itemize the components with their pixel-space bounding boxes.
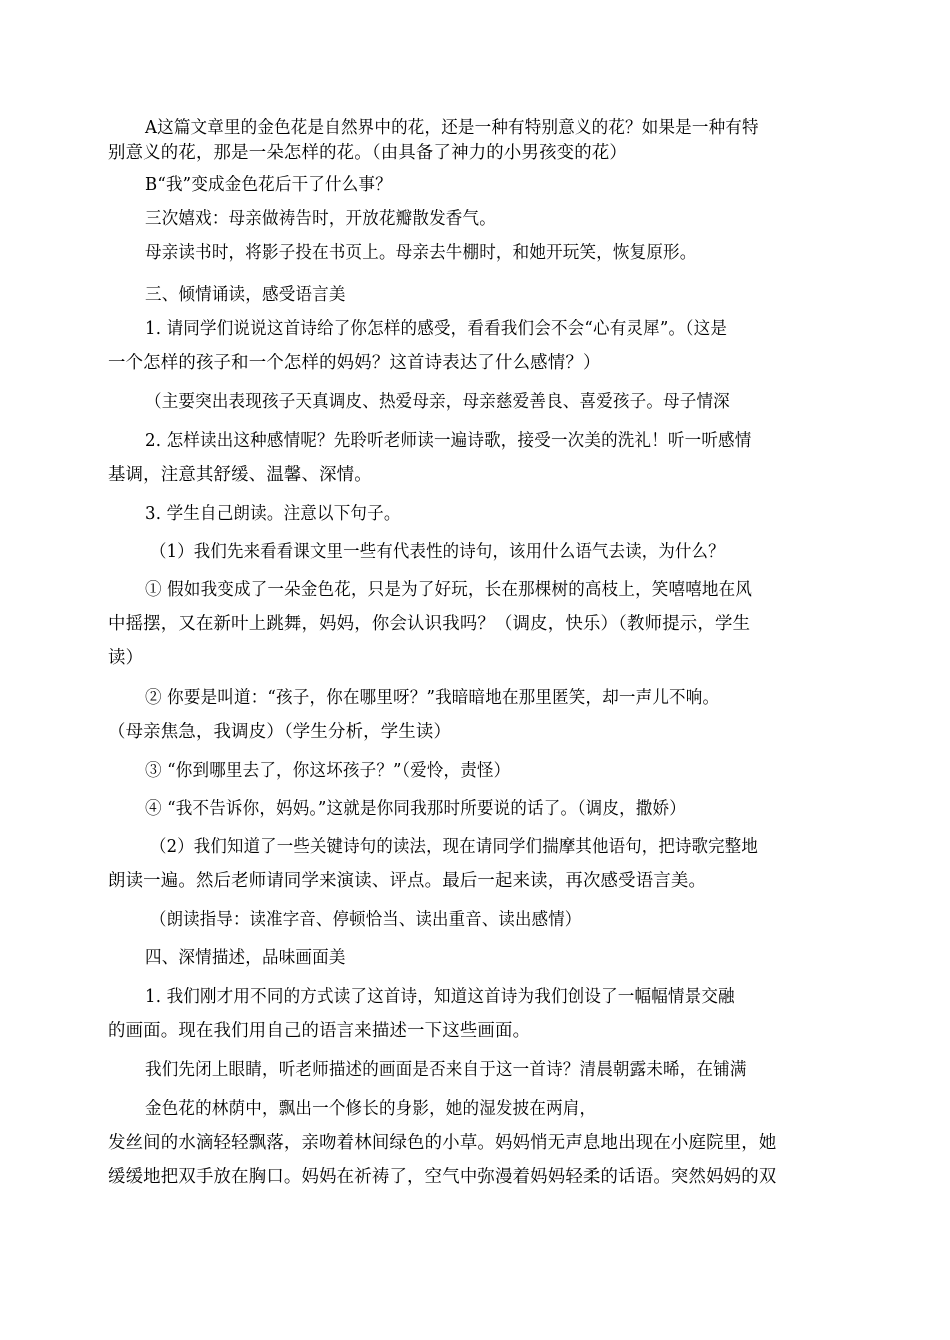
text-line: 的画面。现在我们用自己的语言来描述一下这些画面。: [108, 1021, 531, 1041]
text-line: （主要突出表现孩子天真调皮、热爱母亲，母亲慈爱善良、喜爱孩子。母子情深: [145, 392, 730, 412]
section-heading: 四、深情描述，品味画面美: [145, 948, 346, 968]
text-line: ② 你要是叫道：“孩子，你在哪里呀？”我暗暗地在那里匿笑，却一声儿不响。: [145, 688, 720, 708]
text-line: 2. 怎样读出这种感情呢？先聆听老师读一遍诗歌，接受一次美的洗礼！听一听感情: [145, 431, 752, 451]
text-line: （朗读指导：读准字音、停顿恰当、读出重音、读出感情）: [150, 910, 582, 930]
text-line: 一个怎样的孩子和一个怎样的妈妈？这首诗表达了什么感情？）: [108, 353, 601, 373]
text-line: 金色花的林荫中，飘出一个修长的身影，她的湿发披在两肩，: [145, 1099, 597, 1119]
text-line: 基调，注意其舒缓、温馨、深情。: [108, 465, 372, 485]
text-line: ④ “我不告诉你，妈妈。”这就是你同我那时所要说的话了。（调皮，撒娇）: [145, 799, 686, 819]
text-line: （1）我们先来看看课文里一些有代表性的诗句，该用什么语气去读，为什么？: [150, 542, 725, 562]
text-line: 缓缓地把双手放在胸口。妈妈在祈祷了，空气中弥漫着妈妈轻柔的话语。突然妈妈的双: [108, 1167, 777, 1187]
text-line: 读）: [108, 648, 144, 668]
text-line: 1. 我们刚才用不同的方式读了这首诗，知道这首诗为我们创设了一幅幅情景交融: [145, 987, 735, 1007]
text-line: ① 假如我变成了一朵金色花，只是为了好玩，长在那棵树的高枝上，笑嘻嘻地在风: [145, 580, 753, 600]
text-line: 1. 请同学们说说这首诗给了你怎样的感受，看看我们会不会“心有灵犀”。（这是: [145, 319, 728, 339]
text-line: （母亲焦急，我调皮）（学生分析，学生读）: [108, 722, 452, 742]
text-line: 中摇摆，又在新叶上跳舞，妈妈，你会认识我吗？（调皮，快乐）（教师提示，学生: [108, 614, 751, 634]
text-line: A这篇文章里的金色花是自然界中的花，还是一种有特别意义的花？如果是一种有特: [145, 118, 759, 138]
section-heading: 三、倾情诵读，感受语言美: [145, 285, 346, 305]
text-line: ③ “你到哪里去了，你这坏孩子？”（爱怜，责怪）: [145, 761, 511, 781]
text-line: 3. 学生自己朗读。注意以下句子。: [145, 504, 401, 524]
text-line: 我们先闭上眼睛，听老师描述的画面是否来自于这一首诗？清晨朝露未晞，在铺满: [145, 1060, 747, 1080]
text-line: 三次嬉戏：母亲做祷告时，开放花瓣散发香气。: [145, 209, 496, 229]
text-line: 别意义的花，那是一朵怎样的花。（由具备了神力的小男孩变的花）: [108, 143, 628, 163]
text-line: B“我”变成金色花后干了什么事？: [145, 175, 392, 195]
text-line: 朗读一遍。然后老师请同学来演读、评点。最后一起来读，再次感受语言美。: [108, 871, 707, 891]
text-line: 发丝间的水滴轻轻飘落，亲吻着林间绿色的小草。妈妈悄无声息地出现在小庭院里，她: [108, 1133, 777, 1153]
text-line: 母亲读书时，将影子投在书页上。母亲去牛棚时，和她开玩笑，恢复原形。: [145, 243, 697, 263]
text-line: （2）我们知道了一些关键诗句的读法，现在请同学们揣摩其他语句，把诗歌完整地: [150, 837, 758, 857]
